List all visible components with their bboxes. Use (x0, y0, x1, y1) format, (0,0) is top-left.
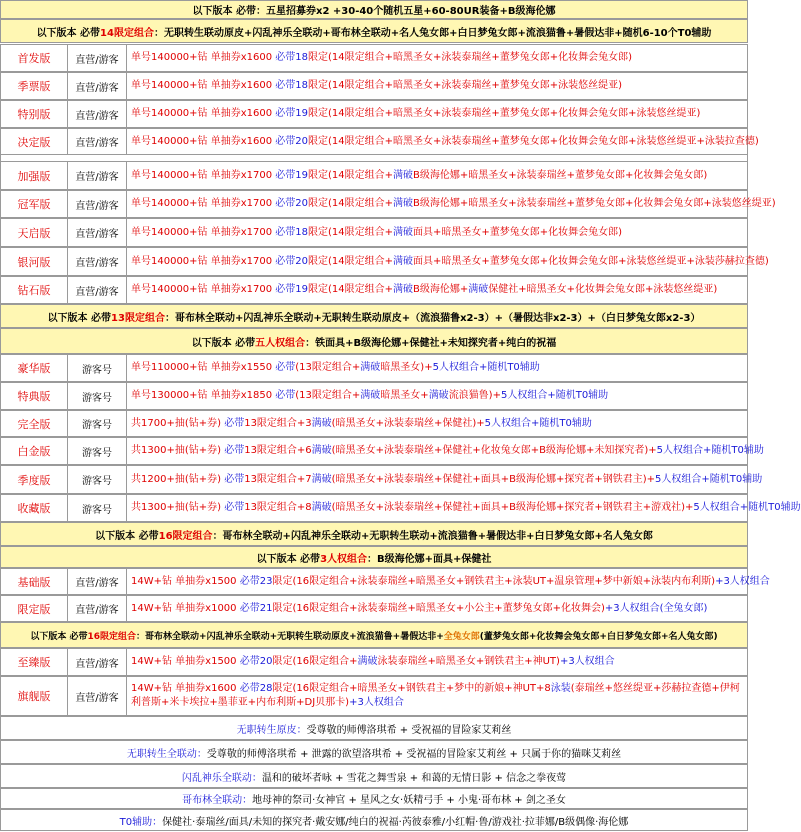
detail-e: 暗黑圣女+ (380, 390, 429, 401)
channel: 游客号 (68, 355, 127, 381)
legend-text: 受尊敬的师傅洛琪希 + 泄露的欲望洛琪希 + 受祝福的冒险家艾莉丝 + 只属于你的猫咪艾莉丝 (206, 748, 622, 760)
version-row[interactable] (0, 437, 764, 465)
detail-e2: 流浪猫鲁)+ (448, 390, 501, 401)
detail-a: 单号140000+钻 单抽券x1700 (131, 226, 276, 238)
header-combo: 16限定组合 (158, 530, 213, 542)
detail-b: 必带23 (239, 575, 273, 587)
detail-a: 单号110000+钻 单抽券x1550 (131, 362, 276, 373)
header-text: 五星招募券x2 +30-40个随机五星+60-80UR装备+B级海伦娜 (266, 6, 556, 17)
detail-b: 必带 (224, 445, 245, 456)
version-name: 旗舰版 (1, 677, 68, 715)
channel: 游客号 (68, 438, 127, 464)
detail-b: 必带 (275, 362, 296, 373)
header-prefix: 以下版本 必带： (192, 6, 267, 17)
header-required-items (0, 0, 748, 19)
detail-d: 泳装 (550, 683, 571, 694)
version-row[interactable] (0, 354, 748, 382)
version-row[interactable] (0, 218, 748, 247)
header-16-limited-full (0, 622, 748, 648)
channel: 直营/游客 (68, 101, 127, 127)
detail-a: 单号140000+钻 单抽券x1700 (131, 284, 276, 295)
channel: 直营/游客 (68, 73, 127, 99)
version-details (127, 444, 764, 458)
version-row[interactable] (0, 100, 748, 128)
detail-d: 满破 (311, 445, 332, 456)
version-details (127, 51, 747, 65)
channel: 直营/游客 (68, 277, 127, 303)
header-text: ：铁面具+B级海伦娜+保健社+未知探究者+纯白的祝福 (305, 337, 557, 349)
detail-b: 必带18 (275, 52, 309, 63)
version-row[interactable] (0, 676, 748, 716)
version-details (127, 501, 801, 515)
version-row[interactable] (0, 568, 770, 595)
detail-d: 满破 (360, 362, 381, 373)
version-details (127, 169, 747, 183)
detail-c: 限定(14限定组合+ (308, 226, 394, 238)
detail-a: 单号140000+钻 单抽券x1600 (131, 108, 276, 119)
channel: 游客号 (68, 411, 127, 436)
detail-c: (13限定组合+ (295, 390, 361, 401)
legend-label: 闪乱神乐全联动： (181, 772, 262, 784)
detail-a: 单号140000+钻 单抽券x1600 (131, 52, 276, 63)
version-details (127, 361, 747, 375)
version-details (127, 417, 747, 431)
detail-c: (13限定组合+ (295, 362, 361, 373)
detail-e: B级海伦娜+暗黑圣女+泳装泰瑞丝+董梦兔女郎+化妆舞会兔女郎) (413, 169, 708, 181)
version-details (127, 389, 747, 403)
version-name: 首发版 (1, 45, 68, 71)
detail-b: 必带 (224, 417, 245, 429)
detail-c: 限定(14限定组合+ (308, 198, 394, 209)
detail-b: 必带20 (275, 135, 309, 147)
detail-a: 单号140000+钻 单抽券x1600 (131, 135, 276, 147)
version-details (127, 197, 776, 211)
detail-e: 面具+暗黑圣女+董梦兔女郎+化妆舞会兔女郎) (413, 226, 623, 238)
detail-b: 必带 (224, 502, 245, 513)
header-combo: 五人权组合 (255, 337, 306, 349)
detail-b: 必带19 (275, 169, 309, 181)
detail-a: 单号140000+钻 单抽券x1700 (131, 169, 276, 181)
version-details (127, 473, 762, 487)
detail-a: 单号140000+钻 单抽券x1700 (131, 255, 276, 267)
legend-label: T0辅助： (119, 816, 163, 828)
detail-f: +3人权组合(全兔女郎) (604, 602, 708, 614)
version-name: 冠军版 (1, 191, 68, 217)
detail-b: 必带19 (275, 284, 309, 295)
header-combo: 13限定组合 (111, 312, 165, 324)
detail-d: 满破 (393, 226, 414, 238)
legend-row (0, 740, 748, 764)
detail-d: 满破 (357, 656, 378, 667)
version-row[interactable] (0, 247, 769, 276)
version-row[interactable] (0, 276, 748, 304)
version-name: 收藏版 (1, 495, 68, 521)
detail-c: 限定(14限定组合+暗黑圣女+泳装泰瑞丝+董梦兔女郎+化妆舞会兔女郎+泳装悠丝缇亚) (308, 108, 701, 119)
detail-e: B级海伦娜+ (413, 284, 469, 295)
channel: 直营/游客 (68, 191, 127, 217)
header-13-limited (0, 304, 748, 328)
version-name: 银河版 (1, 248, 68, 275)
version-name: 限定版 (1, 596, 68, 621)
version-row[interactable] (0, 190, 776, 218)
detail-d: 满破 (311, 473, 332, 485)
header-highlight: 全兔女郎 (443, 631, 480, 642)
detail-f: 5人权组合+随机T0辅助 (656, 445, 764, 456)
version-row[interactable] (0, 44, 748, 72)
version-row[interactable] (0, 648, 748, 676)
detail-b: 必带18 (275, 80, 309, 91)
version-row[interactable] (0, 72, 748, 100)
header-text: ：哥布林全联动+闪乱神乐全联动+无职转生联动+流浪猫鲁+暑假达非+白日梦兔女郎+名人兔女郎 (212, 530, 653, 542)
detail-e: (暗黑圣女+泳装泰瑞丝+保健社+面具+B级海伦娜+探究者+钢铁君主+游戏社)+ (331, 502, 694, 513)
detail-a: 共1200+抽(钻+券) (131, 473, 225, 485)
version-row[interactable] (0, 410, 748, 437)
detail-c: 限定(14限定组合+暗黑圣女+泳装泰瑞丝+董梦兔女郎+化妆舞会兔女郎) (308, 52, 633, 63)
detail-c: 限定(14限定组合+暗黑圣女+泳装泰瑞丝+董梦兔女郎+泳装悠丝缇亚) (308, 80, 623, 91)
detail-e: (泰瑞丝+悠丝缇亚+莎赫拉查德+伊柯利普斯+米卡埃拉+墨菲亚+内布利斯+DJ贝那卡) (131, 683, 740, 708)
channel: 直营/游客 (68, 129, 127, 154)
detail-f: 5人权组合+随机T0辅助 (500, 390, 609, 401)
detail-a: 14W+钻 单抽券x1600 (131, 683, 240, 694)
detail-b: 必带20 (275, 255, 309, 267)
version-details (127, 655, 747, 669)
detail-f: 5人权组合+随机T0辅助 (655, 473, 763, 485)
header-5-person (0, 328, 748, 354)
header-prefix: 以下版本 必带 (191, 337, 256, 349)
detail-d2: 满破 (428, 390, 449, 401)
version-name: 加强版 (1, 162, 68, 189)
header-prefix: 以下版本 必带 (95, 530, 159, 542)
legend-text: 地母神的祭司·女神官 + 星风之女·妖精弓手 + 小鬼·哥布林 + 剑之圣女 (252, 795, 566, 806)
detail-d: 满破 (393, 169, 414, 181)
detail-c: 限定(16限定组合+泳装泰瑞丝+暗黑圣女+小公主+董梦兔女郎+化妆舞会) (272, 602, 605, 614)
channel: 直营/游客 (68, 569, 127, 594)
detail-b: 必带28 (239, 683, 273, 694)
version-details (127, 79, 747, 93)
detail-f: +3人权组合 (349, 697, 404, 708)
header-combo: 16限定组合 (87, 631, 137, 642)
version-name: 天启版 (1, 219, 68, 246)
version-name: 特典版 (1, 383, 68, 409)
header-prefix: 以下版本 必带 (36, 27, 101, 39)
header-prefix: 以下版本 必带 (256, 553, 321, 565)
version-details (127, 575, 770, 589)
channel: 直营/游客 (68, 649, 127, 675)
detail-e: (暗黑圣女+泳装泰瑞丝+保健社+面具+B级海伦娜+探究者+钢铁君主)+ (331, 473, 655, 485)
channel: 游客号 (68, 383, 127, 409)
version-row[interactable] (0, 161, 748, 190)
detail-a: 共1700+抽(钻+券) (131, 417, 225, 429)
legend-text: 受尊敬的师傅洛琪希 + 受祝福的冒险家艾莉丝 (306, 724, 512, 736)
version-details (127, 283, 747, 297)
header-14-limited (0, 19, 748, 43)
detail-a: 共1300+抽(钻+券) (131, 502, 225, 513)
header-combo: 14限定组合 (100, 27, 154, 39)
legend-row (0, 716, 748, 740)
version-details (127, 255, 769, 269)
header-prefix: 以下版本 必带 (47, 312, 112, 324)
detail-d: 满破 (393, 284, 414, 295)
channel: 直营/游客 (68, 162, 127, 189)
detail-a: 单号130000+钻 单抽券x1850 (131, 390, 276, 401)
legend-label: 哥布林全联动： (182, 795, 253, 806)
detail-b: 必带 (275, 390, 296, 401)
detail-c: 13限定组合+7 (244, 473, 312, 485)
version-name: 钻石版 (1, 277, 68, 303)
detail-e: 暗黑圣女)+ (380, 362, 433, 373)
detail-b: 必带20 (275, 198, 309, 209)
detail-b: 必带 (224, 473, 245, 485)
version-name: 至臻版 (1, 649, 68, 675)
version-row[interactable] (0, 128, 759, 155)
detail-e: B级海伦娜+暗黑圣女+泳装泰瑞丝+董梦兔女郎+化妆舞会兔女郎+泳装悠丝缇亚) (413, 198, 776, 209)
version-name: 基础版 (1, 569, 68, 594)
detail-a: 14W+钻 单抽券x1500 (131, 656, 240, 667)
version-name: 白金版 (1, 438, 68, 464)
legend-row (0, 809, 748, 831)
version-name: 季度版 (1, 466, 68, 493)
legend-row (0, 764, 748, 788)
version-name: 完全版 (1, 411, 68, 436)
detail-c: 13限定组合+3 (244, 417, 312, 429)
header-prefix: 以下版本 必带 (30, 631, 88, 642)
detail-c: 限定(16限定组合+泳装泰瑞丝+暗黑圣女+钢铁君主+泳装UT+温泉管理+梦中新娘+泳装内布利斯) (272, 575, 716, 587)
version-row[interactable] (0, 494, 801, 522)
detail-e: (暗黑圣女+泳装泰瑞丝+保健社)+ (331, 417, 485, 429)
detail-b: 必带19 (275, 108, 309, 119)
header-16-limited (0, 522, 748, 546)
detail-d: 满破 (360, 390, 381, 401)
detail-d: 满破 (393, 255, 414, 267)
header-text: ：无职转生联动原皮+闪乱神乐全联动+哥布林全联动+名人兔女郎+白日梦兔女郎+流浪猫鲁+暑假达非+随机6-10个T0辅助 (153, 27, 712, 39)
header-text-2: (董梦兔女郎+化妆舞会兔女郎+白日梦兔女郎+名人兔女郎) (479, 631, 718, 642)
detail-b: 必带20 (239, 656, 273, 667)
detail-b: 必带21 (239, 602, 273, 614)
detail-a: 14W+钻 单抽券x1000 (131, 602, 240, 614)
detail-a: 单号140000+钻 单抽券x1700 (131, 198, 276, 209)
detail-c: 限定(16限定组合+暗黑圣女+钢铁君主+梦中的新娘+神UT+8 (272, 683, 551, 694)
header-text: ：哥布林全联动+闪乱神乐全联动+无职转生联动原皮+（流浪猫鲁x2-3）+（暑假达非x2-3）+（白日梦兔女郎x2-3） (164, 312, 701, 324)
version-row[interactable] (0, 382, 748, 410)
detail-f: 5人权组合+随机T0辅助 (484, 417, 592, 429)
detail-c: 限定(14限定组合+暗黑圣女+泳装泰瑞丝+董梦兔女郎+化妆舞会兔女郎+泳装悠丝缇亚+泳装拉查德) (308, 135, 759, 147)
legend-text: 温和的破坏者咏 + 雪花之舞雪泉 + 和蔼的无情日影 + 信念之拳夜莺 (261, 772, 567, 784)
detail-d: 满破 (393, 198, 414, 209)
legend-text: 保健社·泰瑞丝/面具/未知的探究者·戴安娜/纯白的祝福·芮彼泰雅/小红帽·鲁/游戏社·拉菲娜/B级偶像·海伦娜 (162, 816, 629, 828)
channel: 直营/游客 (68, 45, 127, 71)
version-details (127, 135, 759, 149)
detail-f: 5人权组合+随机T0辅助 (432, 362, 540, 373)
version-details (127, 682, 747, 710)
detail-a: 14W+钻 单抽券x1500 (131, 575, 240, 587)
version-name: 特别版 (1, 101, 68, 127)
detail-c: 限定(14限定组合+ (308, 255, 394, 267)
legend-label: 无职转生原皮： (236, 724, 307, 736)
detail-e: (暗黑圣女+泳装泰瑞丝+保健社+化妆兔女郎+B级海伦娜+未知探究者)+ (331, 445, 657, 456)
detail-b: 必带18 (275, 226, 309, 238)
header-text: ：B级海伦娜+面具+保健社 (367, 553, 492, 565)
channel: 游客号 (68, 466, 127, 493)
header-text: ：哥布林全联动+闪乱神乐全联动+无职转生联动原皮+流浪猫鲁+暑假达非+ (136, 631, 444, 642)
version-row[interactable] (0, 465, 763, 494)
version-name: 豪华版 (1, 355, 68, 381)
version-details (127, 226, 747, 240)
legend-label: 无职转生全联动： (126, 748, 207, 760)
channel: 直营/游客 (68, 219, 127, 246)
version-name: 决定版 (1, 129, 68, 154)
detail-d: 满破 (311, 417, 332, 429)
detail-c: 13限定组合+6 (244, 445, 312, 456)
channel: 直营/游客 (68, 248, 127, 275)
detail-a: 单号140000+钻 单抽券x1600 (131, 80, 276, 91)
detail-a: 共1300+抽(钻+券) (131, 445, 225, 456)
detail-f: +3人权组合 (559, 656, 615, 667)
version-details (127, 107, 747, 121)
legend-row (0, 788, 748, 809)
detail-e: 面具+暗黑圣女+董梦兔女郎+化妆舞会兔女郎+泳装悠丝缇亚+泳装莎赫拉查德) (413, 255, 769, 267)
detail-c: 限定(14限定组合+ (308, 284, 394, 295)
detail-d: 满破 (311, 502, 332, 513)
detail-f: 满破 (468, 284, 489, 295)
version-row[interactable] (0, 595, 748, 622)
version-name: 季票版 (1, 73, 68, 99)
channel: 直营/游客 (68, 677, 127, 715)
header-3-person (0, 546, 748, 568)
version-details (127, 602, 747, 616)
detail-f: 5人权组合+随机T0辅助 (693, 502, 801, 513)
channel: 直营/游客 (68, 596, 127, 621)
channel: 游客号 (68, 495, 127, 521)
detail-c: 限定(14限定组合+ (308, 169, 394, 181)
detail-c: 13限定组合+8 (244, 502, 312, 513)
detail-c: 限定(16限定组合+ (272, 656, 358, 667)
header-combo: 3人权组合 (320, 553, 368, 565)
detail-f: +3人权组合 (715, 575, 770, 587)
detail-g: 保健社+暗黑圣女+化妆舞会兔女郎+泳装悠丝缇亚) (488, 284, 718, 295)
detail-e: 泳装泰瑞丝+暗黑圣女+钢铁君主+神UT) (377, 656, 560, 667)
